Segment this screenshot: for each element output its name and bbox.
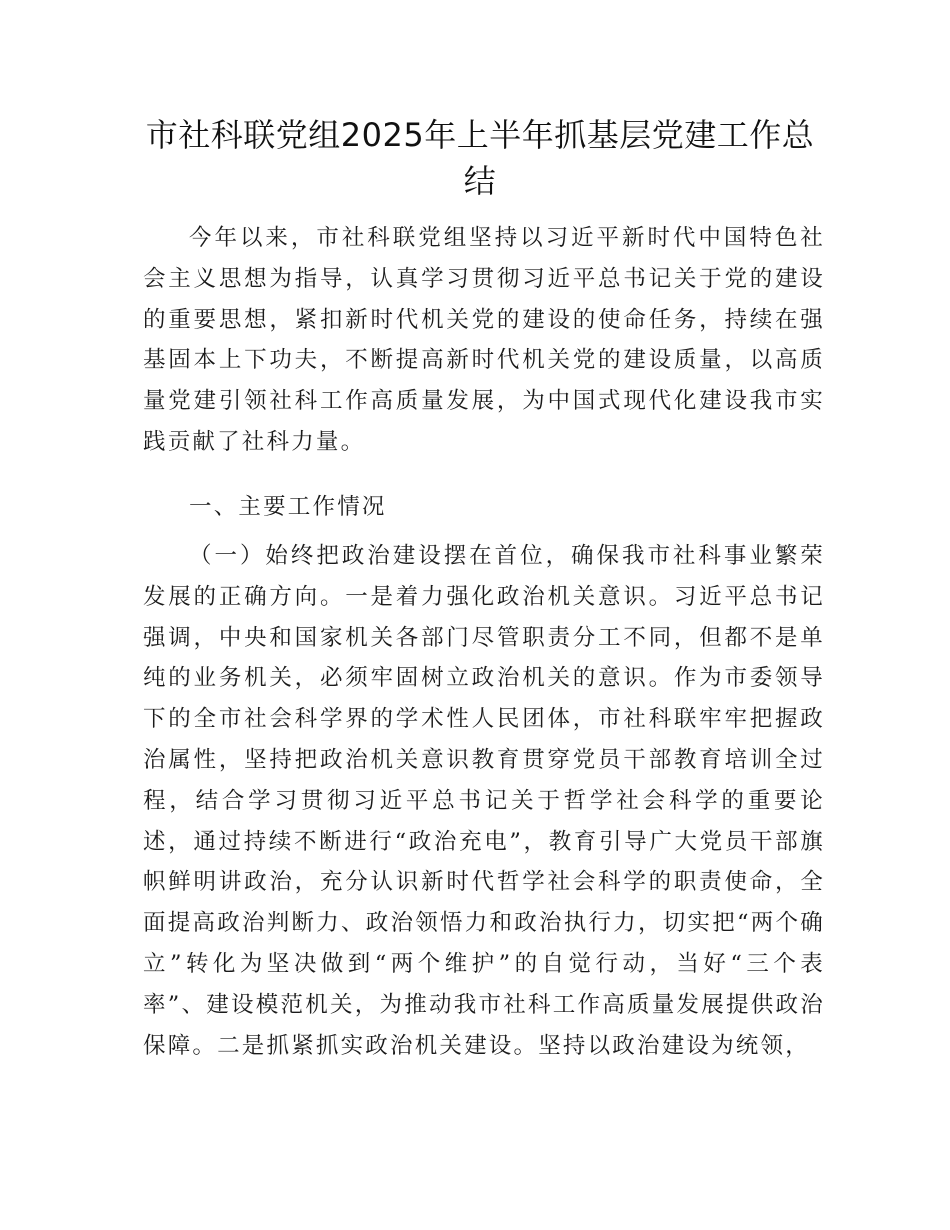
- section-paragraph: （一）始终把政治建设摆在首位，确保我市社科事业繁荣发展的正确方向。一是着力强化政治机关意识。习近平总书记强调，中央和国家机关各部门尽管职责分工不同，但都不是单纯的业务机关，必须牢固树立政治机关的意识。作为市委领导下的全市社会科学界的学术性人民团体，市社科联牢牢把握政治属性，坚持把政治机关意识教育贯穿党员干部教育培训全过程，结合学习贯彻习近平总书记关于哲学社会科学的重要论述，通过持续不断进行“政治充电”，教育引导广大党员干部旗帜鲜明讲政治，充分认识新时代哲学社会科学的职责使命，全面提高政治判断力、政治领悟力和政治执行力，切实把“两个确立”转化为坚决做到“两个维护”的自觉行动，当好“三个表率”、建设模范机关，为推动我市社科工作高质量发展提供政治保障。二是抓紧抓实政治机关建设。坚持以政治建设为统领，: [143, 543, 825, 1059]
- section-heading: 一、主要工作情况: [189, 494, 387, 520]
- document-title: 市社科联党组2025年上半年抓基层党建工作总结: [145, 116, 815, 200]
- intro-paragraph: 今年以来，市社科联党组坚持以习近平新时代中国特色社会主义思想为指导，认真学习贯彻习近平总书记关于党的建设的重要思想，紧扣新时代机关党的建设的使命任务，持续在强基固本上下功夫，不断提高新时代机关党的建设质量，以高质量党建引领社科工作高质量发展，为中国式现代化建设我市实践贡献了社科力量。: [143, 225, 825, 455]
